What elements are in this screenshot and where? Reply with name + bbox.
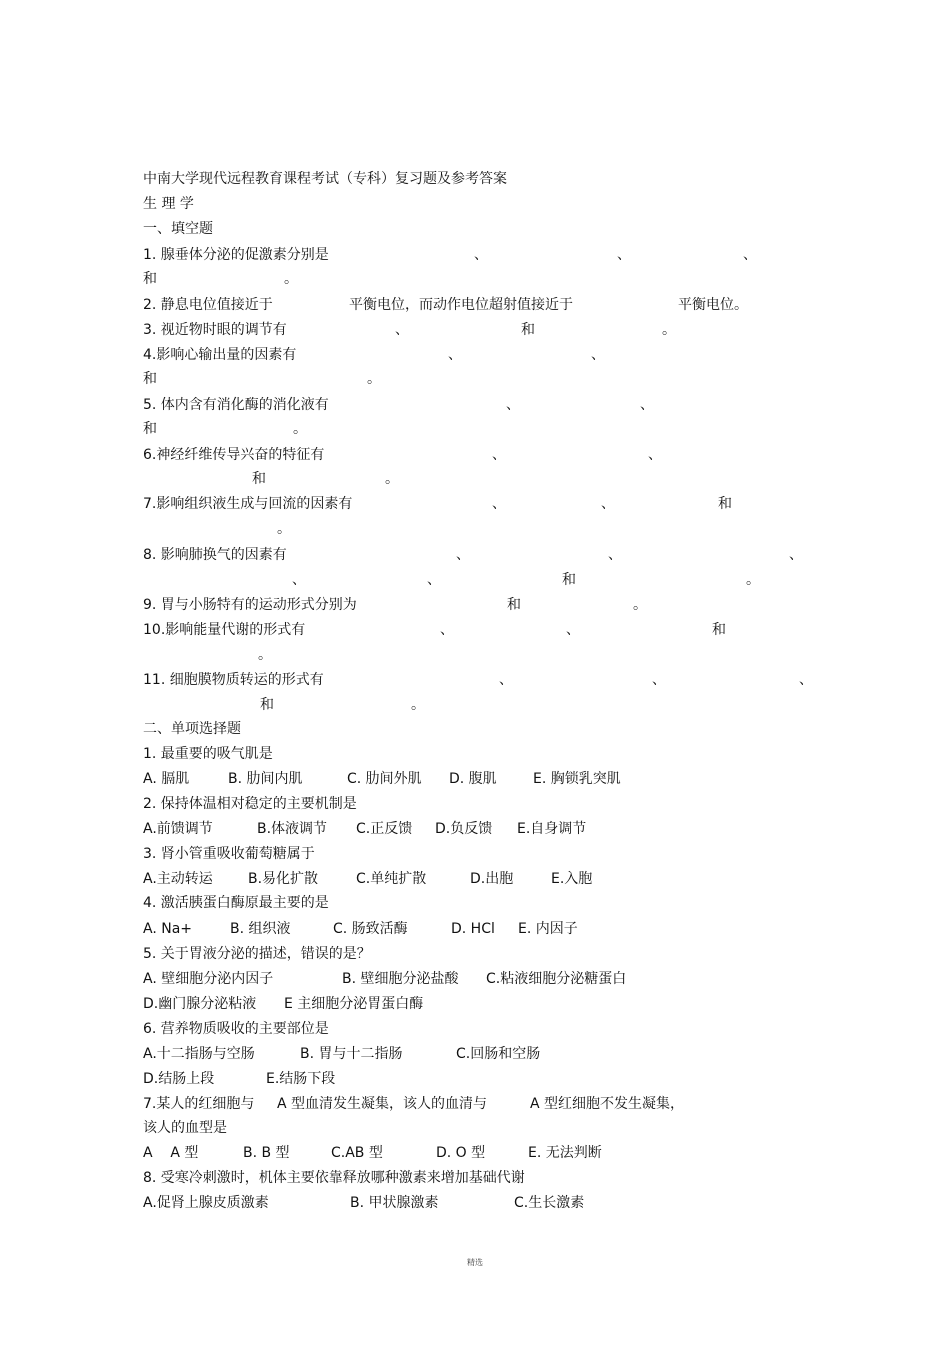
footer-label: 精选 (467, 1258, 483, 1267)
option-e: E. 胸锁乳突肌 (533, 771, 621, 787)
option-a: A.十二指肠与空肠 (143, 1046, 255, 1062)
period: 。 (293, 421, 307, 437)
question-text-end: 平衡电位。 (678, 297, 748, 313)
question-text: 6. 营养物质吸收的主要部位是 (143, 1021, 329, 1037)
option-c: C.AB 型 (331, 1145, 383, 1161)
question-text: 1. 腺垂体分泌的促激素分别是 (143, 247, 329, 263)
and-word: 和 (562, 572, 576, 588)
separator: 、 (456, 547, 470, 563)
separator: 、 (395, 322, 409, 338)
separator: 、 (292, 572, 306, 588)
separator: 、 (799, 672, 813, 688)
separator: 、 (474, 247, 488, 263)
question-text-part3: A 型红细胞不发生凝集， (530, 1096, 685, 1112)
separator: 、 (648, 447, 662, 463)
option-d: D. 腹肌 (449, 771, 497, 787)
question-text: 5. 体内含有消化酶的消化液有 (143, 397, 329, 413)
question-text: 1. 最重要的吸气肌是 (143, 746, 273, 762)
separator: 、 (617, 247, 631, 263)
period: 。 (411, 697, 425, 713)
option-d: D. O 型 (436, 1145, 486, 1161)
period: 。 (258, 647, 272, 663)
option-d: D.负反馈 (435, 821, 493, 837)
option-e: E. 无法判断 (528, 1145, 602, 1161)
separator: 、 (591, 347, 605, 363)
separator: 、 (492, 496, 506, 512)
question-text: 4.影响心输出量的因素有 (143, 347, 297, 363)
question-text: 8. 受寒冷刺激时，机体主要依靠释放哪种激素来增加基础代谢 (143, 1170, 525, 1186)
option-c: C.正反馈 (356, 821, 413, 837)
option-b: B. 肋间内肌 (228, 771, 303, 787)
question-text: 2. 静息电位值接近于 (143, 297, 273, 313)
and-word: 和 (143, 421, 157, 437)
period: 。 (633, 597, 647, 613)
period: 。 (277, 521, 291, 537)
question-text: 2. 保持体温相对稳定的主要机制是 (143, 796, 357, 812)
and-word: 和 (507, 597, 521, 613)
separator: 、 (566, 622, 580, 638)
option-c: C.单纯扩散 (356, 871, 427, 887)
option-a: A. 膈肌 (143, 771, 190, 787)
option-e: E.结肠下段 (266, 1071, 336, 1087)
option-e: E.入胞 (551, 871, 593, 887)
option-c: C. 肠致活酶 (333, 921, 408, 937)
and-word: 和 (521, 322, 535, 338)
question-text: 8. 影响肺换气的因素有 (143, 547, 287, 563)
option-b: B. 甲状腺激素 (350, 1195, 439, 1211)
and-word: 和 (260, 697, 274, 713)
option-a: A. 壁细胞分泌内因子 (143, 971, 274, 987)
option-b: B. B 型 (243, 1145, 290, 1161)
separator: 、 (492, 447, 506, 463)
option-d: D.出胞 (470, 871, 514, 887)
question-text: 9. 胃与小肠特有的运动形式分别为 (143, 597, 357, 613)
and-word: 和 (252, 471, 266, 487)
option-a: A.主动转运 (143, 871, 213, 887)
period: 。 (385, 471, 399, 487)
option-c: C.回肠和空肠 (456, 1046, 541, 1062)
separator: 、 (652, 672, 666, 688)
period: 。 (746, 572, 760, 588)
question-text: 4. 激活胰蛋白酶原最主要的是 (143, 895, 329, 911)
and-word: 和 (143, 371, 157, 387)
section2-heading: 二、单项选择题 (143, 721, 241, 737)
separator: 、 (640, 397, 654, 413)
period: 。 (367, 371, 381, 387)
period: 。 (662, 322, 676, 338)
question-text: 11. 细胞膜物质转运的形式有 (143, 672, 324, 688)
option-e: E. 内因子 (518, 921, 578, 937)
separator: 、 (448, 347, 462, 363)
question-text: 7.某人的红细胞与 (143, 1096, 255, 1112)
question-text: 3. 视近物时眼的调节有 (143, 322, 287, 338)
subject-title: 生 理 学 (143, 196, 194, 212)
document-title: 中南大学现代远程教育课程考试（专科）复习题及参考答案 (143, 171, 507, 187)
option-e: E 主细胞分泌胃蛋白酶 (284, 996, 424, 1012)
option-b: B.体液调节 (257, 821, 328, 837)
separator: 、 (499, 672, 513, 688)
question-text: 3. 肾小管重吸收葡萄糖属于 (143, 846, 315, 862)
separator: 、 (743, 247, 757, 263)
question-text: 6.神经纤维传导兴奋的特征有 (143, 447, 325, 463)
period: 。 (284, 271, 298, 287)
question-text: 10.影响能量代谢的形式有 (143, 622, 306, 638)
and-word: 和 (143, 271, 157, 287)
option-a: A. Na+ (143, 921, 193, 937)
option-d: D. HCl (451, 921, 495, 937)
separator: 、 (608, 547, 622, 563)
option-c: C. 肋间外肌 (347, 771, 422, 787)
separator: 、 (789, 547, 803, 563)
question-text: 7.影响组织液生成与回流的因素有 (143, 496, 353, 512)
option-a: A.促肾上腺皮质激素 (143, 1195, 269, 1211)
and-word: 和 (712, 622, 726, 638)
and-word: 和 (718, 496, 732, 512)
separator: 、 (506, 397, 520, 413)
question-text-part4: 该人的血型是 (143, 1120, 227, 1136)
option-a: A.前馈调节 (143, 821, 213, 837)
separator: 、 (427, 572, 441, 588)
option-c: C.生长激素 (514, 1195, 585, 1211)
option-b: B. 胃与十二指肠 (300, 1046, 403, 1062)
question-text-middle: 平衡电位，而动作电位超射值接近于 (349, 297, 573, 313)
separator: 、 (601, 496, 615, 512)
option-a: A A 型 (143, 1145, 199, 1161)
option-d: D.幽门腺分泌粘液 (143, 996, 257, 1012)
option-e: E.自身调节 (517, 821, 587, 837)
separator: 、 (440, 622, 454, 638)
option-b: B. 组织液 (230, 921, 291, 937)
option-c: C.粘液细胞分泌糖蛋白 (486, 971, 627, 987)
option-b: B. 壁细胞分泌盐酸 (342, 971, 459, 987)
option-b: B.易化扩散 (248, 871, 319, 887)
question-text: 5. 关于胃液分泌的描述，错误的是？ (143, 946, 371, 962)
question-text-part2: A 型血清发生凝集，该人的血清与 (277, 1096, 488, 1112)
option-d: D.结肠上段 (143, 1071, 215, 1087)
section1-heading: 一、填空题 (143, 221, 213, 237)
